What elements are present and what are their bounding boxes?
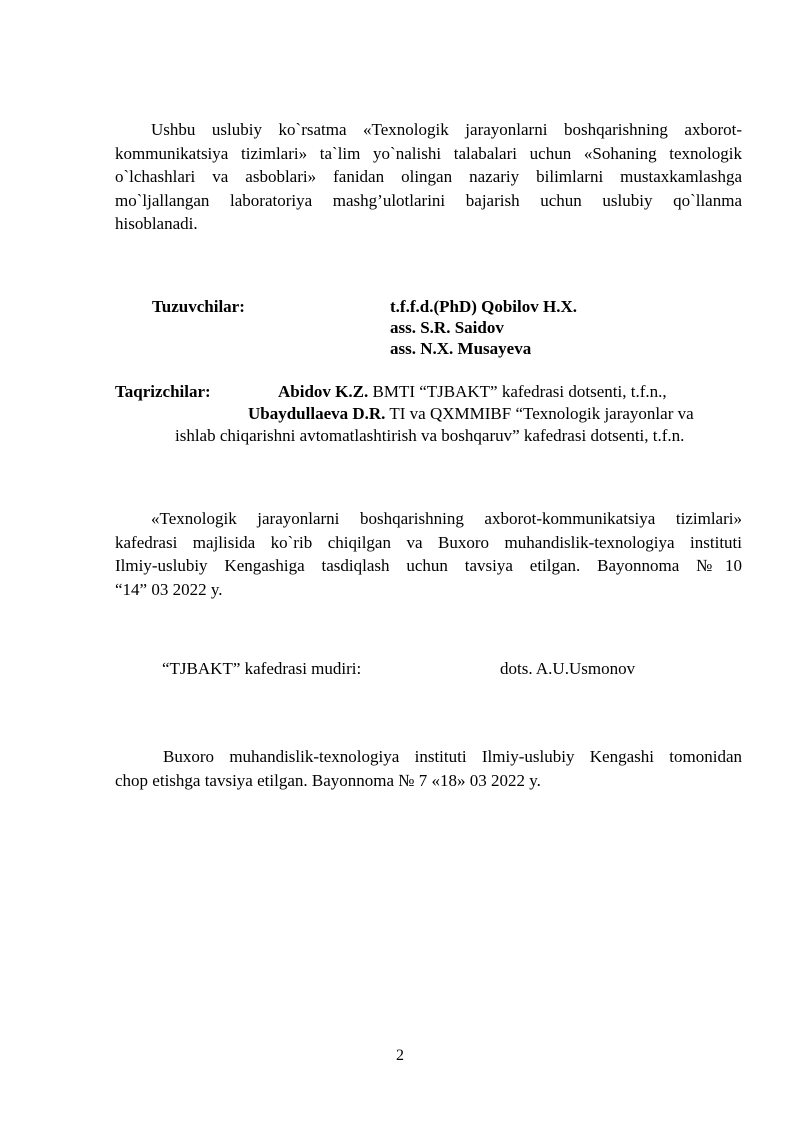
intro-line: hisoblanadi. [115,214,198,233]
council-paragraph [115,745,742,792]
council-line: Buxoro muhandislik-texnologiya instituti Ilmiy-uslubiy Kengashi tomonidan [163,747,742,766]
approval-paragraph [115,507,742,601]
author-name: ass. S.R. Saidov [390,318,504,337]
reviewer-1: Abidov K.Z. BMTI “TJBAKT” kafedrasi dotsenti, t.f.n., [278,382,667,401]
authors-label: Tuzuvchilar: [152,297,245,316]
intro-line: mo`ljallangan laboratoriya mashg’ulotlarini bajarish uchun uslubiy qo`llanma [115,190,742,210]
page-number: 2 [396,1047,404,1064]
head-name: dots. A.U.Usmonov [500,659,636,678]
approval-line: Ilmiy-uslubiy Kengashiga tasdiqlash uchun tavsiya etilgan. Bayonnoma №10 [115,556,742,575]
intro-line: o`lchashlari va asboblari» fanidan olingan nazariy bilimlarni mustaxkamlashga [115,167,742,186]
approval-line: kafedrasi majlisida ko`rib chiqilgan va Buxoro muhandislik-texnologiya instituti [115,532,742,552]
approval-line: «Texnologik jarayonlarni boshqarishning axborot-kommunikatsiya tizimlari» [151,509,742,528]
author-name: t.f.f.d.(PhD) Qobilov H.X. [390,297,577,316]
intro-line: kommunikatsiya tizimlari» ta`lim yo`nalishi talabalari uchun «Sohaning texnologik [115,143,742,163]
approval-line: “14” 03 2022 y. [115,579,223,599]
reviewers-label: Taqrizchilar: [115,382,211,401]
intro-line: Ushbu uslubiy ko`rsatma «Texnologik jarayonlarni boshqarishning axborot- [151,120,742,139]
reviewer-2: Ubaydullaeva D.R. TI va QXMMIBF “Texnologik jarayonlar va [248,404,694,423]
reviewer-2-continuation: ishlab chiqarishni avtomatlashtirish va boshqaruv” kafedrasi dotsenti, t.f.n. [175,426,685,445]
head-title: “TJBAKT” kafedrasi mudiri: [162,659,362,678]
author-name: ass. N.X. Musayeva [390,339,532,358]
council-line: chop etishga tavsiya etilgan. Bayonnoma № 7 «18» 03 2022 y. [115,770,541,790]
intro-paragraph [115,118,742,236]
